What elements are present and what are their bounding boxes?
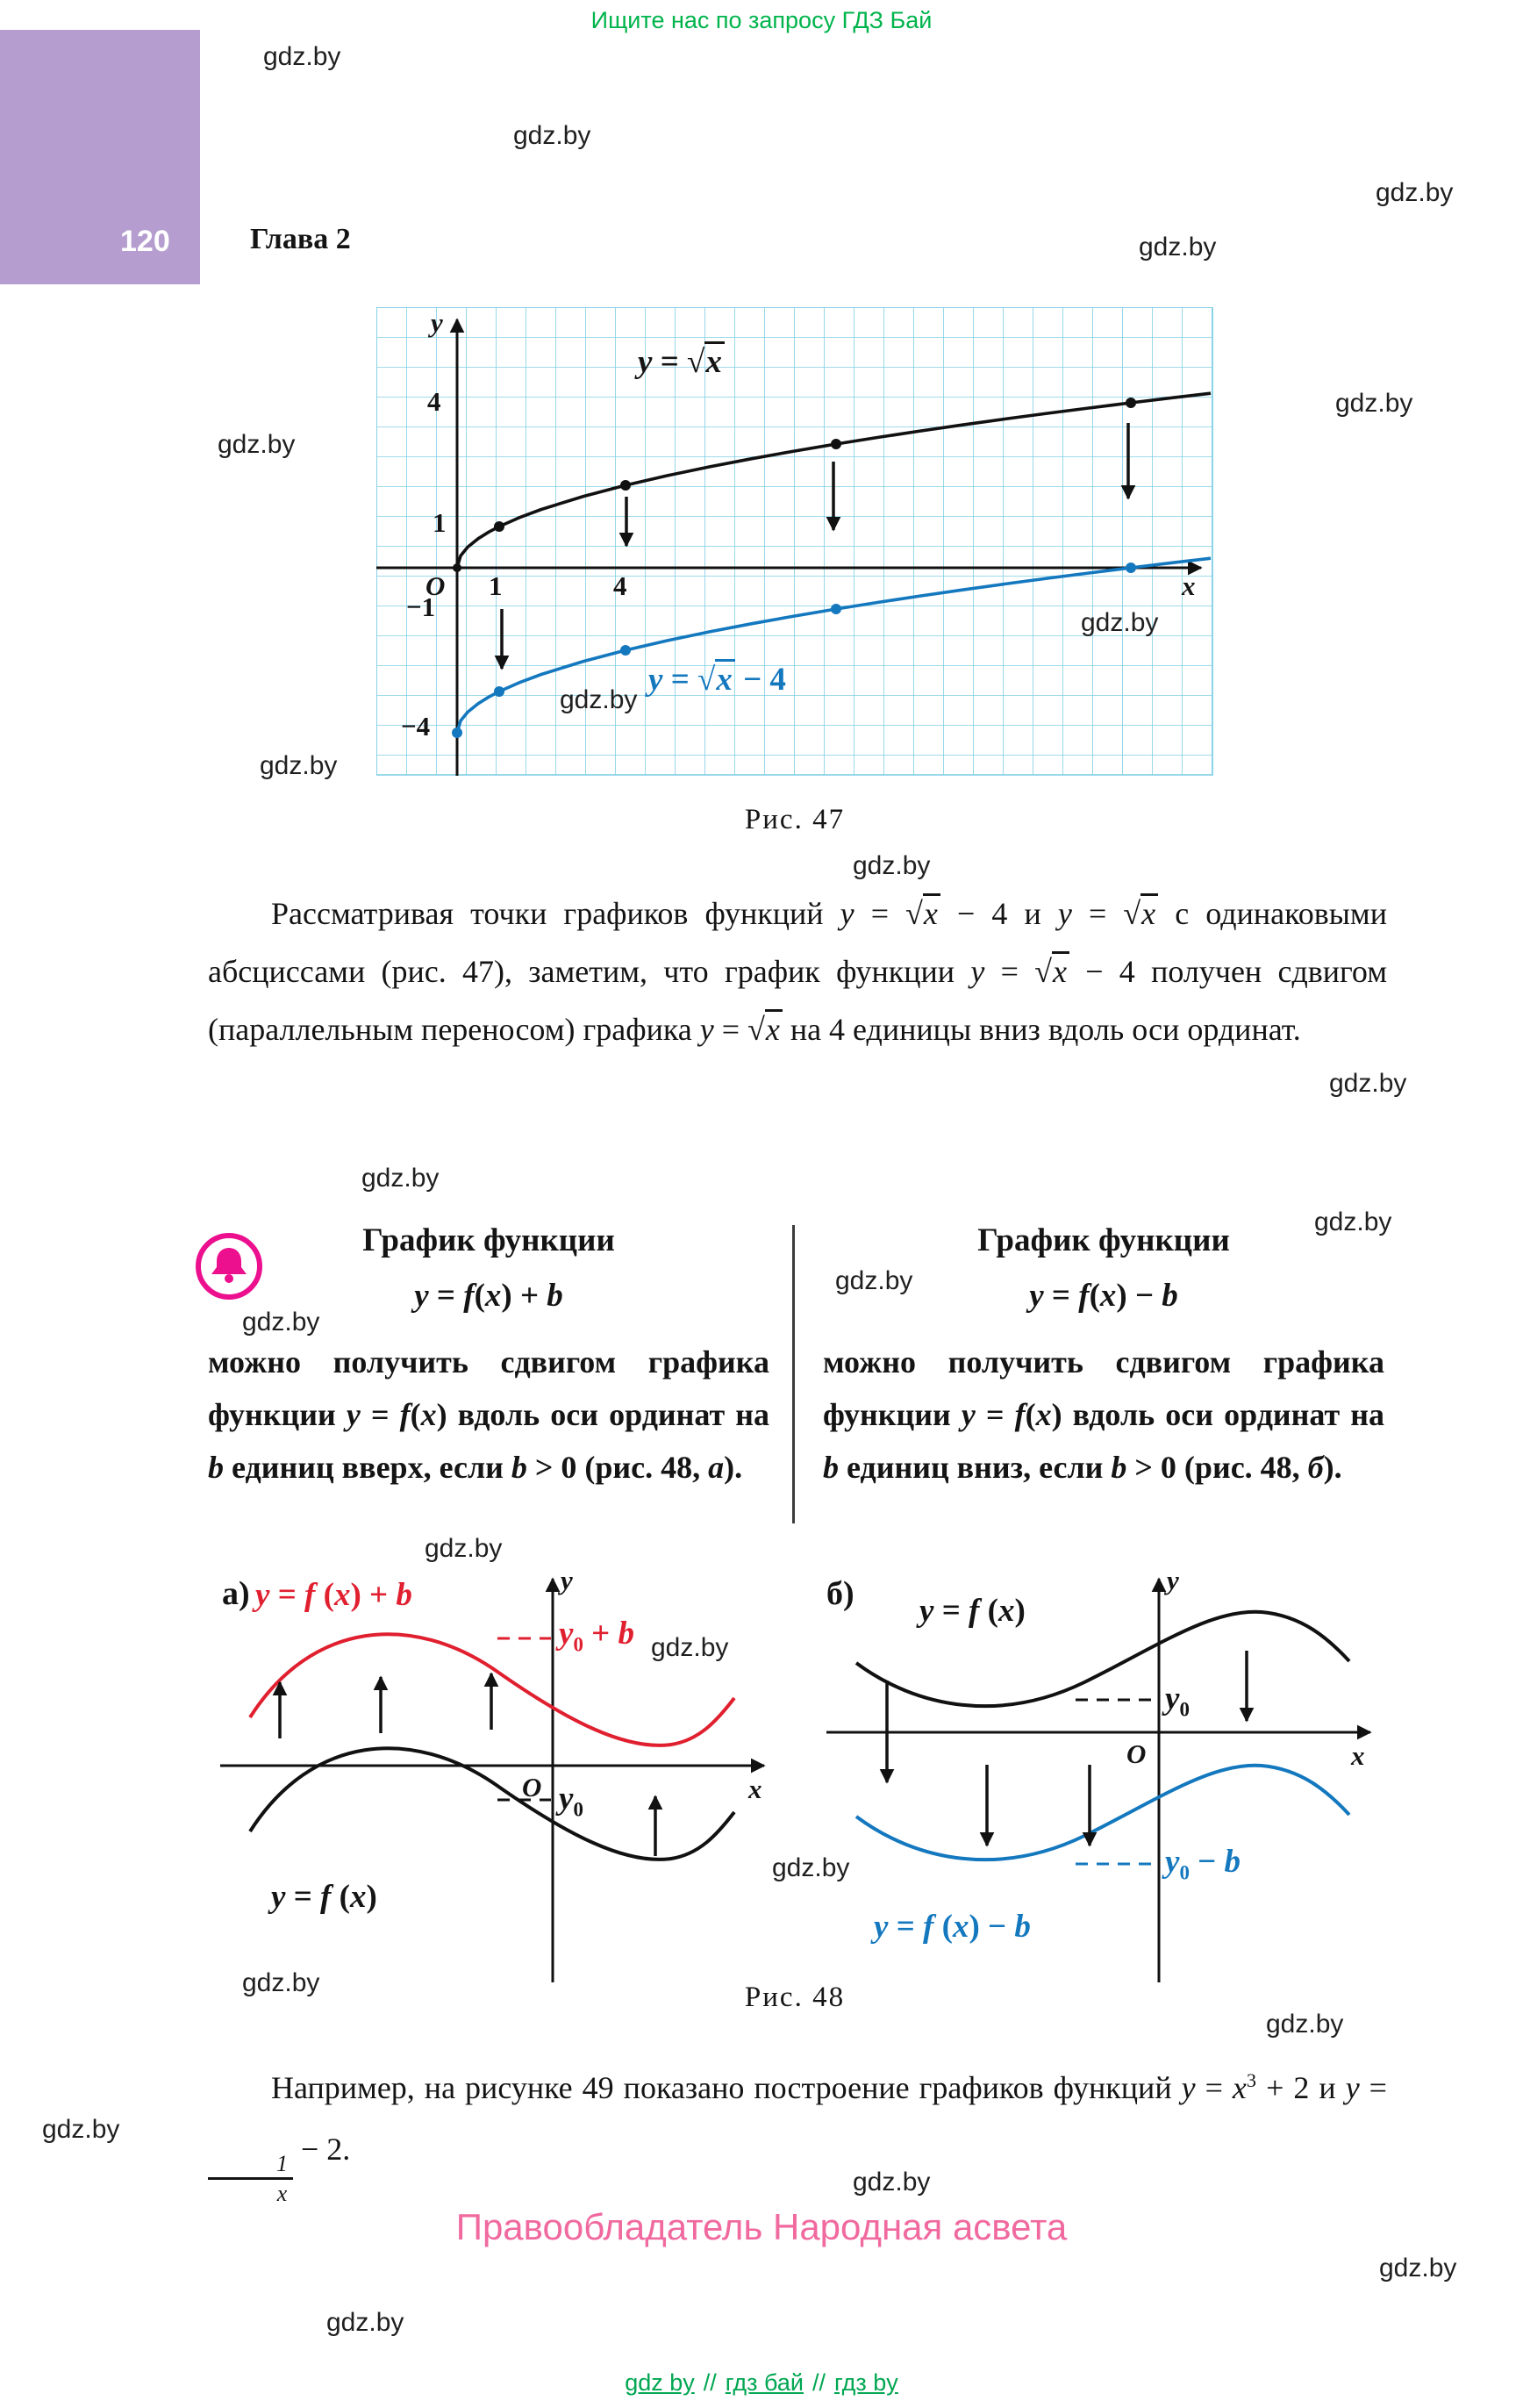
curve-f-minus-b — [856, 1766, 1349, 1860]
footer-links — [0, 2369, 1523, 2397]
figure-47-plot — [376, 307, 1213, 776]
footer-link-gdz-bai[interactable]: гдз бай — [725, 2369, 804, 2396]
copyright-line: Правообладатель Народная асвета — [455, 2206, 1068, 2247]
figure-48-panel-a — [215, 1566, 776, 1988]
fig48b-x-axis-label: x — [1351, 1740, 1365, 1771]
page-number: 120 — [120, 225, 170, 258]
rule-left-body: можно получить сдвигом графика функции y = f(x) вдоль оси ординат на b единиц вверх, если b > 0 (рис. 48, а). — [208, 1344, 769, 1485]
fig48b-tag: б) — [826, 1575, 854, 1612]
grid — [376, 307, 1212, 775]
rule-right-column — [823, 1222, 1384, 1494]
fig48b-origin-label: O — [1126, 1738, 1147, 1769]
fig47-ytick-m1: −1 — [406, 591, 436, 622]
watermark: gdz.by — [42, 2115, 120, 2144]
watermark: gdz.by — [242, 1308, 320, 1337]
fig48b-y0-label: $y_0$ — [1165, 1681, 1190, 1721]
fig48a-x-axis-label: x — [748, 1774, 762, 1804]
watermark: gdz.by — [361, 1164, 440, 1193]
figure-48a-plot — [215, 1566, 776, 1988]
fig47-curve1-formula: y = √x — [638, 346, 725, 378]
rule-right-body: можно получить сдвигом графика функции y = f(x) вдоль оси ординат на b единиц вниз, если b > 0 (рис. 48, б). — [823, 1344, 1384, 1485]
watermark: gdz.by — [1329, 1069, 1407, 1098]
watermark: gdz.by — [772, 1853, 850, 1882]
watermark: gdz.by — [1376, 178, 1454, 207]
dashed-guides — [1076, 1700, 1157, 1864]
rule-right-heading: График функции — [977, 1222, 1230, 1258]
paragraph-2: Например, на рисунке 49 показано построение графиков функций $y = x^3 + 2$ и y = $\frac{1}{x}$ − 2. — [208, 2050, 1387, 2207]
fig47-ytick-1: 1 — [433, 507, 447, 538]
figure-47 — [376, 307, 1213, 776]
watermark: gdz.by — [218, 430, 296, 459]
watermark: gdz.by — [326, 2308, 404, 2337]
watermark: gdz.by — [242, 1968, 320, 1997]
watermark: gdz.by — [1139, 233, 1217, 262]
page-number-block — [0, 30, 200, 284]
fig48b-y-axis-label: y — [1167, 1565, 1179, 1595]
watermark: gdz.by — [853, 2168, 931, 2197]
fig48a-bottom-formula: y = f (x) — [271, 1879, 377, 1915]
watermark: gdz.by — [1314, 1208, 1392, 1236]
rule-left-heading: График функции — [362, 1222, 615, 1258]
watermark: gdz.by — [425, 1534, 503, 1563]
watermark: gdz.by — [1266, 2010, 1344, 2039]
watermark: gdz.by — [263, 42, 341, 71]
fig48b-top-formula: y = f (x) — [919, 1593, 1026, 1629]
fig48a-y-axis-label: y — [561, 1565, 573, 1595]
rule-right-formula: y = f(x) − b — [1029, 1278, 1178, 1314]
watermark: gdz.by — [651, 1633, 729, 1662]
watermark: gdz.by — [1379, 2254, 1457, 2283]
footer-link-gdz-by[interactable]: gdz by — [625, 2369, 695, 2396]
watermark: gdz.by — [1335, 389, 1413, 418]
watermark: gdz.by — [513, 121, 591, 150]
fig47-x-axis-label: x — [1182, 570, 1196, 601]
watermark: gdz.by — [1081, 608, 1159, 637]
paragraph-1: Рассматривая точки графиков функций y = √x − 4 и y = √x с одинаковыми абсциссами (рис. 47), заметим, что график функции y = √x − 4 получен сдвигом (параллельным переносом) графика y = √x на 4 единицы вниз вдоль оси ординат. — [208, 885, 1387, 1058]
fig47-ytick-m4: −4 — [401, 711, 431, 742]
fig48a-y0b-label: $y_0 + b$ — [559, 1616, 634, 1656]
chapter-title: Глава 2 — [250, 223, 351, 255]
top-banner-text: Ищите нас по запросу ГДЗ Бай — [590, 7, 933, 33]
figure-47-caption: Рис. 47 — [744, 804, 846, 835]
fig48a-y0-label: $y_0$ — [559, 1781, 583, 1821]
watermark: gdz.by — [560, 685, 638, 714]
fig47-y-axis-label: y — [431, 307, 443, 338]
figure-48-caption: Рис. 48 — [744, 1982, 846, 2013]
fig47-curve2-formula: y = √x − 4 — [648, 663, 786, 696]
fig47-origin-label: O — [425, 570, 446, 601]
footer-separator: // — [703, 2369, 717, 2396]
watermark: gdz.by — [260, 751, 338, 780]
fig47-ytick-4: 4 — [427, 386, 441, 417]
fig48b-y0b-label: $y_0 - b$ — [1165, 1844, 1241, 1884]
fig48a-tag: а) — [222, 1575, 250, 1612]
shift-arrows-down — [887, 1651, 1247, 1845]
rule-box-divider — [792, 1225, 795, 1523]
fig47-xtick-1: 1 — [489, 570, 503, 601]
footer-separator: // — [812, 2369, 826, 2396]
watermark: gdz.by — [835, 1266, 913, 1295]
rule-left-formula: y = f(x) + b — [414, 1278, 563, 1314]
watermark: gdz.by — [853, 851, 931, 880]
fig48a-origin-label: O — [522, 1772, 542, 1802]
figure-48-panel-b — [821, 1566, 1383, 1988]
fig48a-top-formula: y = f (x) + b — [255, 1577, 412, 1613]
fig48b-bottom-formula: y = f (x) − b — [874, 1909, 1031, 1945]
rule-left-column — [208, 1222, 769, 1494]
footer-link-gdz-by-2[interactable]: гдз by — [834, 2369, 898, 2396]
fig47-xtick-4: 4 — [613, 570, 627, 601]
